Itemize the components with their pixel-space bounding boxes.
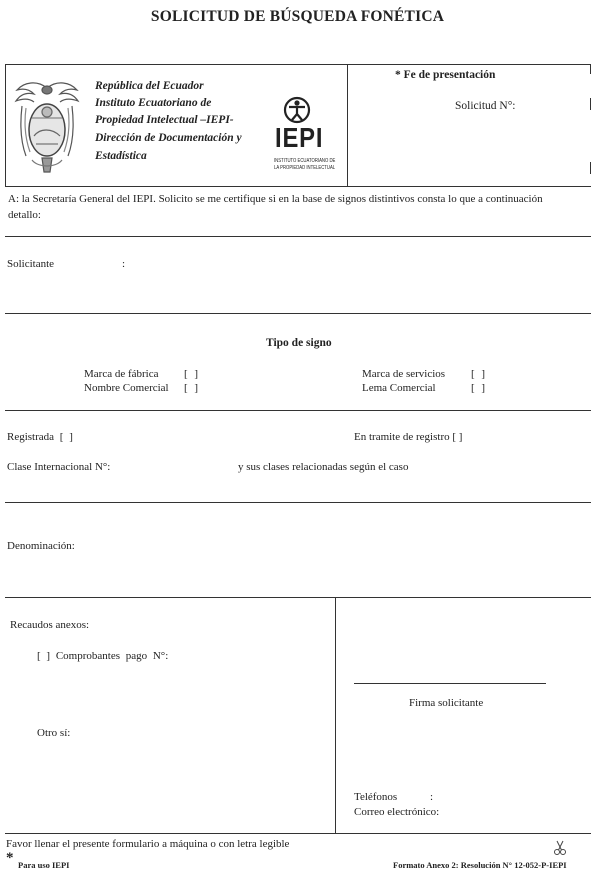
- telefonos-colon: :: [430, 791, 434, 803]
- institution-name-line-4: Dirección de Documentación y: [95, 132, 242, 144]
- request-text-line-2: detallo:: [8, 209, 41, 221]
- correo-electronico-field[interactable]: [443, 803, 583, 818]
- option-marca-fabrica-checkbox[interactable]: [ ]: [184, 368, 199, 380]
- page-title: SOLICITUD DE BÚSQUEDA FONÉTICA: [150, 8, 445, 25]
- form-top-border: [5, 64, 591, 65]
- para-uso-iepi-note: Para uso IEPI: [18, 860, 70, 870]
- iepi-logo-caption-1: INSTITUTO ECUATORIANO DE: [274, 158, 336, 164]
- iepi-person-logo-icon: [282, 96, 312, 124]
- divider-registro-top: [5, 410, 591, 411]
- request-text-line-1: A: la Secretaría General del IEPI. Solicito se me certifique si en la base de signos distintivos consta lo que a continuación: [8, 193, 543, 205]
- form-right-border-top: [590, 64, 591, 74]
- formato-anexo-reference: Formato Anexo 2: Resolución N° 12-052-P-IEPI: [393, 860, 567, 870]
- en-tramite-checkbox[interactable]: En tramite de registro [ ]: [354, 431, 463, 443]
- denominacion-field[interactable]: [82, 532, 582, 562]
- firma-solicitante-label: Firma solicitante: [409, 697, 484, 709]
- solicitante-label: Solicitante: [7, 258, 55, 270]
- institution-name-line-5: Estadística: [95, 150, 147, 162]
- otro-si-label: Otro sí:: [37, 727, 71, 739]
- denominacion-label: Denominación:: [7, 540, 75, 552]
- clases-relacionadas-text: y sus clases relacionadas según el caso: [238, 461, 409, 473]
- form-right-border-low: [590, 162, 591, 174]
- signature-line: [354, 683, 546, 684]
- divider-recaudos-top: [5, 597, 591, 598]
- solicitante-colon: :: [122, 258, 126, 270]
- institution-name-line-2: Instituto Ecuatoriano de: [95, 97, 212, 109]
- clase-internacional-field[interactable]: [115, 458, 230, 474]
- divider-tipo-signo-top: [5, 313, 591, 314]
- option-marca-fabrica-label: Marca de fábrica: [84, 368, 159, 380]
- form-right-border-mid: [590, 98, 591, 110]
- header-divider: [347, 64, 348, 186]
- fecha-presentacion-label: * Fe de presentación: [395, 69, 496, 81]
- recaudos-anexos-label: Recaudos anexos:: [10, 619, 90, 631]
- institution-name-line-1: República del Ecuador: [95, 80, 204, 92]
- divider-request-top: [5, 186, 591, 187]
- option-marca-servicios-label: Marca de servicios: [362, 368, 446, 380]
- iepi-logo-text: IEPI: [275, 122, 324, 153]
- scissors-icon: [553, 840, 567, 856]
- option-lema-comercial-checkbox[interactable]: [ ]: [471, 382, 486, 394]
- footer-asterisk: *: [6, 850, 14, 866]
- correo-electronico-label: Correo electrónico:: [354, 806, 440, 818]
- divider-denominacion-top: [5, 502, 591, 503]
- option-lema-comercial-label: Lema Comercial: [362, 382, 436, 394]
- form-bottom-border: [5, 833, 591, 834]
- tipo-signo-heading: Tipo de signo: [266, 337, 332, 349]
- telefonos-field[interactable]: [437, 788, 582, 803]
- otro-si-field[interactable]: [80, 720, 325, 744]
- comprobantes-pago-checkbox[interactable]: [ ] Comprobantes pago N°:: [37, 650, 169, 662]
- option-nombre-comercial-label: Nombre Comercial: [84, 382, 169, 394]
- recaudos-firma-divider: [335, 597, 336, 833]
- option-marca-servicios-checkbox[interactable]: [ ]: [471, 368, 486, 380]
- solicitante-field[interactable]: [130, 250, 585, 278]
- iepi-logo-caption-2: LA PROPIEDAD INTELECTUAL: [274, 165, 336, 171]
- institution-name-line-3: Propiedad Intelectual –IEPI-: [95, 114, 234, 126]
- form-left-border: [5, 64, 6, 187]
- registrada-checkbox[interactable]: Registrada [ ]: [7, 431, 73, 443]
- clase-internacional-label: Clase Internacional N°:: [7, 461, 111, 473]
- telefonos-label: Teléfonos: [354, 791, 398, 803]
- option-nombre-comercial-checkbox[interactable]: [ ]: [184, 382, 199, 394]
- ecuador-coat-of-arms-icon: [12, 78, 82, 178]
- divider-solicitante-top: [5, 236, 591, 237]
- footer-instruction: Favor llenar el presente formulario a máquina o con letra legible: [6, 838, 290, 850]
- solicitud-number-label: Solicitud N°:: [455, 100, 516, 112]
